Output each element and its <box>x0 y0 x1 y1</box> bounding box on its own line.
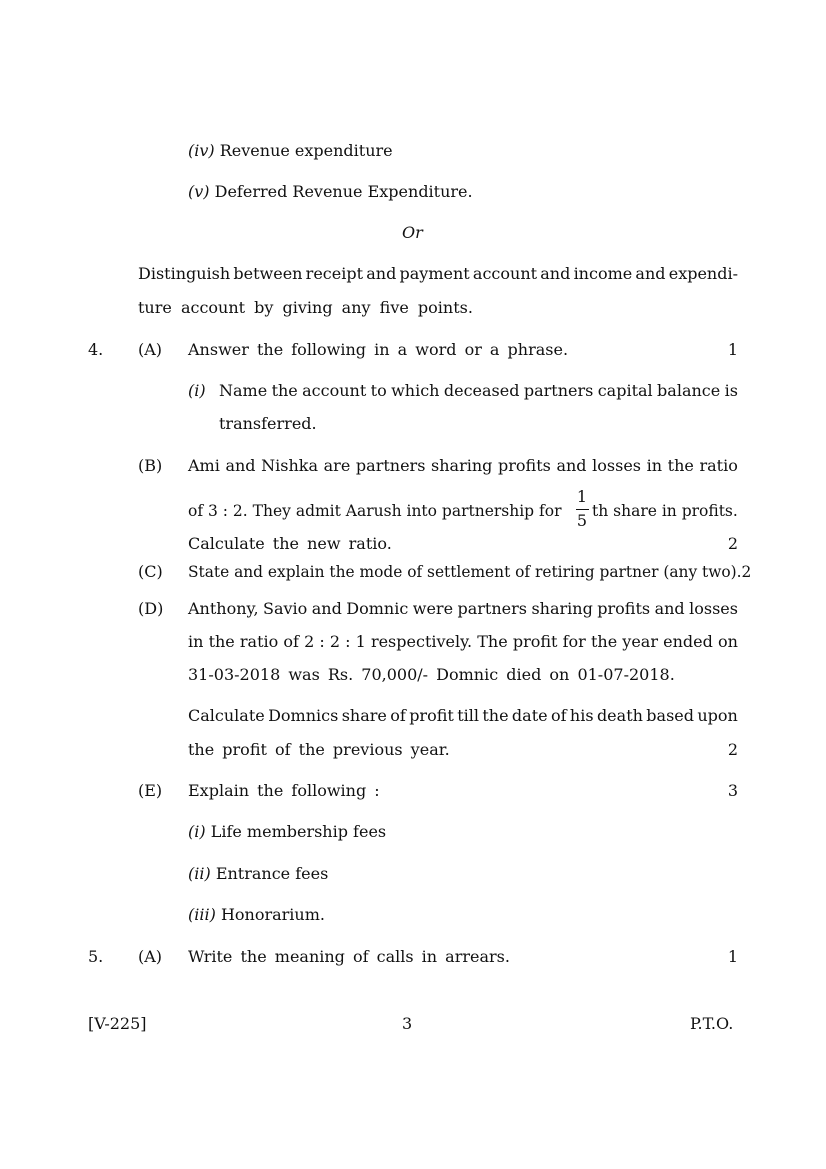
word: Domnic <box>346 599 409 618</box>
q4d-line-5: the profit of the previous year. <box>188 740 450 759</box>
item-number: (iv) <box>188 141 215 160</box>
word: partners <box>355 456 426 475</box>
word: profits <box>498 456 551 475</box>
q4e-item-ii <box>188 864 328 884</box>
item-number: (iii) <box>188 905 216 924</box>
distinguish-line-2: ture account by giving any five points. <box>138 298 473 317</box>
word: sharing <box>431 456 493 475</box>
word: sharing <box>531 599 593 618</box>
word: the <box>271 381 298 400</box>
q4e-item-iii <box>188 905 325 925</box>
word: and <box>635 264 666 283</box>
word: losses <box>689 599 738 618</box>
q3-item-iv <box>188 141 393 161</box>
word: deceased <box>443 381 520 400</box>
distinguish-line-1 <box>138 264 738 284</box>
word: and <box>654 599 685 618</box>
word: in <box>188 632 204 651</box>
q4-part-e-label: (E) <box>138 781 163 800</box>
q4-part-a-marks: 1 <box>727 340 738 359</box>
word: expendi- <box>668 264 738 283</box>
word: the <box>482 706 509 725</box>
word: profit <box>512 632 558 651</box>
word: Calculate <box>188 706 265 725</box>
word: ended <box>663 632 713 651</box>
word: based <box>646 706 694 725</box>
word: account <box>472 264 538 283</box>
q4-part-b-marks: 2 <box>727 534 738 553</box>
word: share <box>341 706 387 725</box>
word: the <box>208 632 235 651</box>
item-number: (v) <box>188 182 210 201</box>
word: of <box>550 706 567 725</box>
q3-item-v <box>188 182 473 202</box>
q4a-sub-line-1 <box>219 381 738 401</box>
q4a-sub-line-2: transferred. <box>219 414 317 433</box>
word: date <box>511 706 548 725</box>
word: is <box>724 381 738 400</box>
word: respectively. <box>370 632 473 651</box>
word: and <box>366 264 397 283</box>
word: partners <box>457 599 527 618</box>
item-number: (ii) <box>188 864 211 883</box>
word: which <box>391 381 440 400</box>
question-5-number: 5. <box>88 947 104 966</box>
word: year <box>622 632 658 651</box>
word: profit <box>409 706 454 725</box>
fraction-denominator: 5 <box>576 511 588 530</box>
word: income <box>573 264 633 283</box>
word: for <box>562 632 586 651</box>
item-text: Honorarium. <box>220 905 325 924</box>
word: and <box>556 456 587 475</box>
q4-part-c-label: (C) <box>138 562 163 581</box>
word: payment <box>399 264 470 283</box>
word: capital <box>597 381 653 400</box>
q4e-item-i <box>188 822 386 842</box>
word: Name <box>219 381 268 400</box>
word: upon <box>697 706 738 725</box>
word: Anthony, <box>188 599 259 618</box>
item-text: Revenue expenditure <box>219 141 393 160</box>
word: receipt <box>305 264 364 283</box>
word: to <box>370 381 387 400</box>
q4d-line-4 <box>188 706 738 726</box>
fraction-numerator: 1 <box>576 487 588 506</box>
page-number: 3 <box>402 1014 413 1033</box>
word: 2 : 2 : 1 <box>304 632 366 651</box>
word: balance <box>657 381 721 400</box>
word: the <box>667 456 694 475</box>
q4d-line-2 <box>188 632 738 652</box>
q4a-sub-number: (i) <box>188 381 206 400</box>
word: between <box>233 264 303 283</box>
q4-part-d-label: (D) <box>138 599 164 618</box>
word: till <box>457 706 479 725</box>
or-separator: Or <box>402 223 423 242</box>
word: were <box>412 599 454 618</box>
word: in <box>646 456 663 475</box>
word: Savio <box>262 599 308 618</box>
q4-part-e-text: Explain the following : <box>188 781 380 800</box>
word: of <box>283 632 299 651</box>
fraction-bar <box>576 509 589 510</box>
item-text: Deferred Revenue Expenditure. <box>214 182 473 201</box>
q4b-line-3: Calculate the new ratio. <box>188 534 392 553</box>
word: partners <box>523 381 594 400</box>
word: are <box>323 456 351 475</box>
q4-part-a-label: (A) <box>138 340 163 359</box>
q4b-line-2-post: th share in profits. <box>592 502 738 520</box>
word: Ami <box>188 456 220 475</box>
word: profits <box>597 599 651 618</box>
q4d-line-3: 31-03-2018 was Rs. 70,000/- Domnic died on 01-07-2018. <box>188 665 675 684</box>
word: Nishka <box>261 456 319 475</box>
word: his <box>569 706 594 725</box>
q5-part-a-text: Write the meaning of calls in arrears. <box>188 947 510 966</box>
please-turn-over: P.T.O. <box>690 1014 734 1033</box>
word: on <box>718 632 738 651</box>
question-4-number: 4. <box>88 340 104 359</box>
q4-part-e-marks: 3 <box>727 781 738 800</box>
item-text: Entrance fees <box>215 864 329 883</box>
q4-part-a-text: Answer the following in a word or a phrase. <box>188 340 569 359</box>
item-text: Life membership fees <box>210 822 387 841</box>
word: and <box>311 599 342 618</box>
word: of <box>390 706 406 725</box>
word: and <box>540 264 571 283</box>
word: the <box>590 632 618 651</box>
paper-code: [V-225] <box>88 1014 147 1033</box>
word: account <box>302 381 367 400</box>
word: Domnics <box>268 706 339 725</box>
word: The <box>477 632 508 651</box>
q5-part-a-marks: 1 <box>727 947 738 966</box>
word: losses <box>592 456 642 475</box>
q5-part-a-label: (A) <box>138 947 163 966</box>
q4b-line-1 <box>188 456 738 476</box>
word: ratio <box>699 456 738 475</box>
q4-part-c-text: State and explain the mode of settlement of retiring partner (any two).2 <box>188 563 752 581</box>
word: Distinguish <box>138 264 231 283</box>
item-number: (i) <box>188 822 206 841</box>
q4b-line-2-pre: of 3 : 2. They admit Aarush into partnership for <box>188 502 562 520</box>
word: ratio <box>239 632 279 651</box>
q4-part-b-label: (B) <box>138 456 163 475</box>
q4-part-d-marks: 2 <box>727 740 738 759</box>
word: and <box>225 456 256 475</box>
word: death <box>596 706 643 725</box>
q4d-line-1 <box>188 599 738 619</box>
